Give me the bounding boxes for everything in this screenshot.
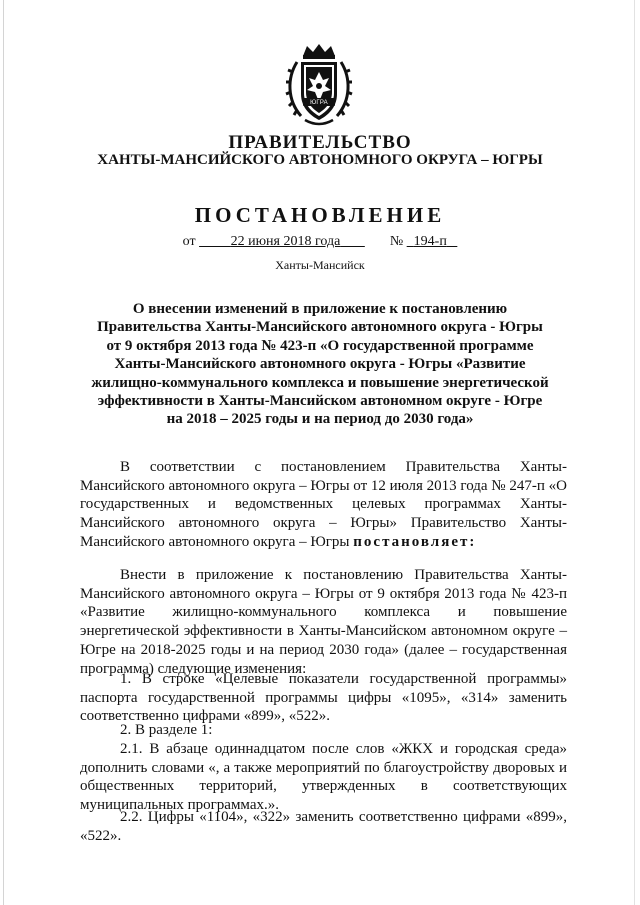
emblem-motto: ЮГРА [310, 100, 328, 106]
coat-of-arms-icon [283, 42, 355, 128]
government-subtitle: ХАНТЫ-МАНСИЙСКОГО АВТОНОМНОГО ОКРУГА – ЮГРЫ [97, 152, 543, 168]
intro-paragraph: Внести в приложение к постановлению Правительства Ханты-Мансийского автономного округа – Югры от 9 октября 2013 года № 423-п «Развитие жилищно-коммунального комплекса и повышение энергетической эффективности в Ханты-Мансийском автономном округе – Югре на 2018-2025 годы и на период 2030 года» (далее – государственная программа) следующие изменения: [80, 567, 567, 677]
date-number-line [0, 234, 640, 250]
document-type: ПОСТАНОВЛЕНИЕ [194, 203, 446, 227]
document-number [407, 234, 458, 250]
document-date [199, 234, 365, 250]
item-2-2-paragraph: 2.2. Цифры «1104», «322» заменить соответственно цифрами «899», «522». [80, 809, 567, 844]
item-2-1-paragraph: 2.1. В абзаце одиннадцатом после слов «ЖКХ и городская среда» дополнить словами «, а также мероприятий по благоустройству дворовых и общественных территорий, утвержденных в соответствующих муниципальных программах.». [80, 741, 567, 814]
government-title: ПРАВИТЕЛЬСТВО [228, 132, 412, 153]
item-1-paragraph: 1. В строке «Целевые показатели государственной программы» паспорта государственной программы цифры «1095», «314» заменить соответственно цифрами «899», «522». [80, 671, 567, 725]
basis-text: В соответствии с постановлением Правительства Ханты-Мансийского автономного округа – Югры от 12 июля 2013 года № 247-п «О государственных и ведомственных целевых программах Ханты-Мансийского автономного округа – Югры» Правительство Ханты-Мансийского автономного округа – Югры [80, 459, 567, 550]
document-subject: О внесении изменений в приложение к постановлению Правительства Ханты-Мансийского автономного округа - Югры от 9 октября 2013 года № 423-п «О государственной программе Ханты-Мансийского автономного округа - Югры «Развитие жилищно-коммунального комплекса и повышение энергетической эффективности в Ханты-Мансийском автономном округе - Югре на 2018 – 2025 годы и на период до 2030 года» [91, 301, 549, 428]
city-name: Ханты-Мансийск [275, 258, 365, 272]
from-label: от [182, 234, 196, 249]
document-number-value: 194-п [413, 234, 447, 249]
basis-paragraph [80, 458, 567, 552]
number-label: № [389, 234, 404, 249]
document-date-value: 22 июня 2018 года [230, 234, 341, 249]
item-2-paragraph: 2. В разделе 1: [120, 722, 213, 738]
coat-of-arms-graphic [283, 42, 355, 128]
resolves-word: постановляет: [353, 533, 477, 550]
